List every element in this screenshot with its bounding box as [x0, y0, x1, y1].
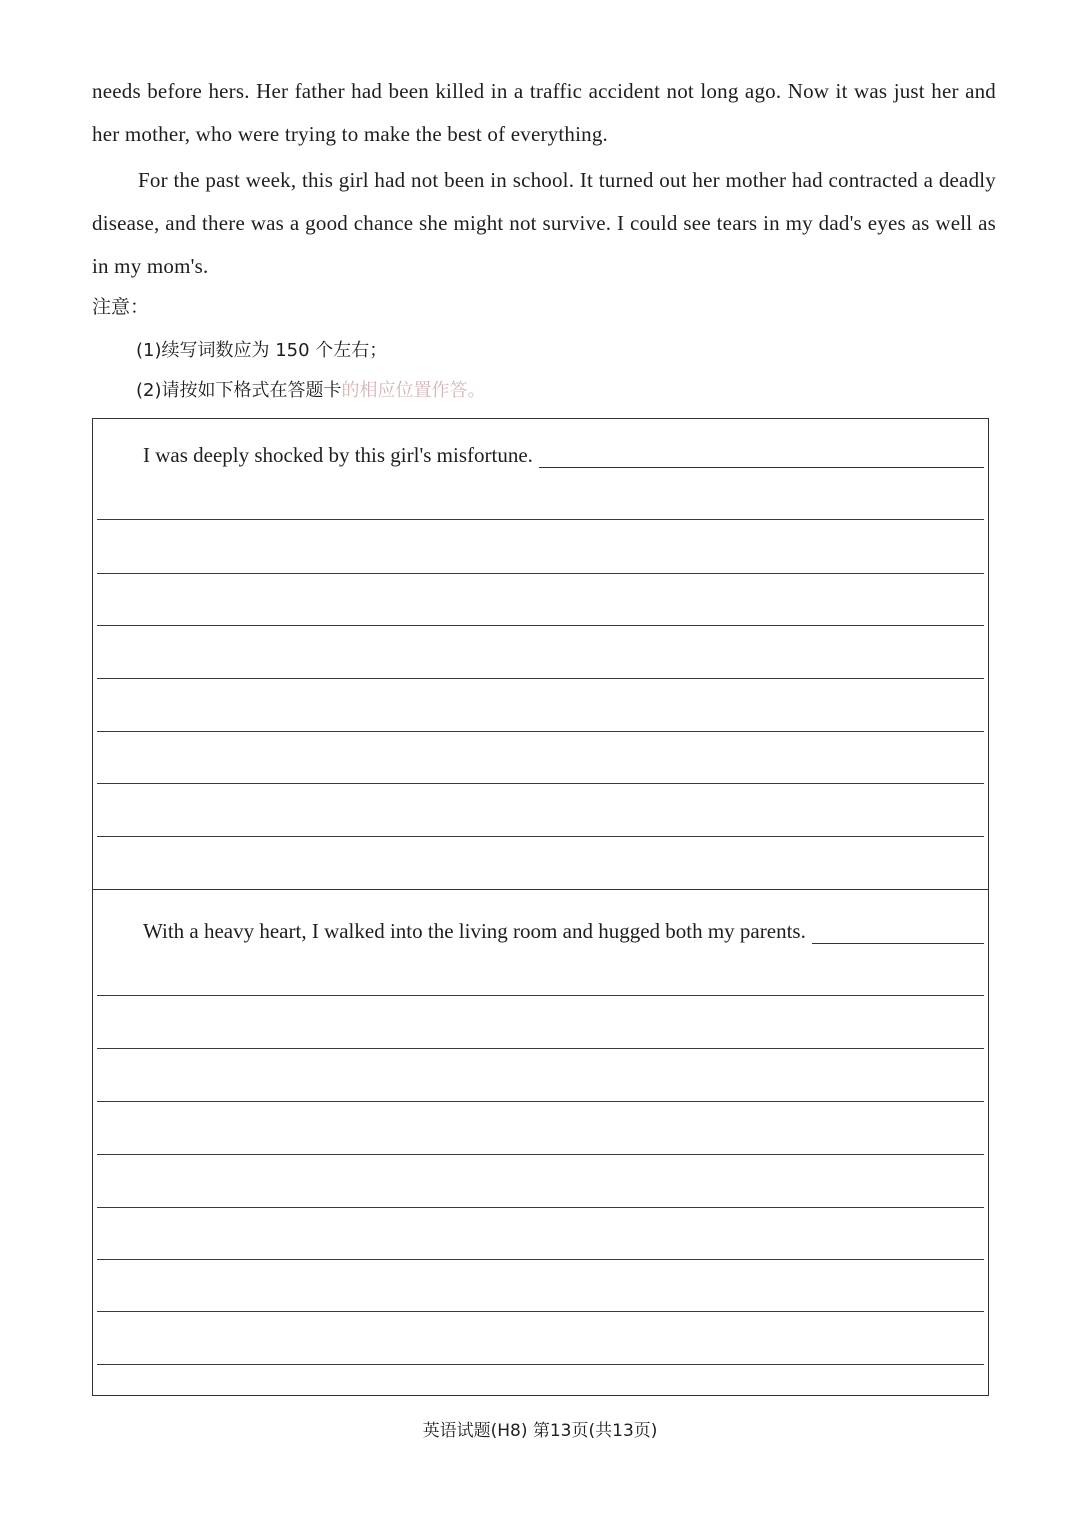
writing-line[interactable]: [97, 995, 984, 996]
note-item-format-faint: 的相应位置作答。: [341, 380, 486, 401]
writing-line[interactable]: [97, 731, 984, 732]
passage-paragraph-1: needs before hers. Her father had been killed in a traffic accident not long ago. Now it was just her and her mother, who were trying to make the best of everything.: [92, 79, 996, 146]
writing-line[interactable]: [97, 573, 984, 574]
writing-line[interactable]: [97, 1207, 984, 1208]
section-2-first-writing-blank[interactable]: [812, 925, 984, 944]
note-item-format-main: (2)请按如下格式在答题卡: [136, 380, 342, 401]
writing-line[interactable]: [97, 678, 984, 679]
writing-line[interactable]: [97, 1154, 984, 1155]
passage-paragraph-2: For the past week, this girl had not been in school. It turned out her mother had contracted a deadly disease, and there was a good chance she might not survive. I could see tears in my dad's eyes as well as in my mom's.: [92, 168, 996, 278]
writing-line[interactable]: [97, 519, 984, 520]
section-2-opening-sentence: With a heavy heart, I walked into the living room and hugged both my parents.: [143, 919, 806, 943]
notes-heading: 注意：: [92, 296, 150, 318]
section-1-first-writing-blank[interactable]: [539, 449, 984, 468]
writing-line[interactable]: [97, 1101, 984, 1102]
writing-line[interactable]: [97, 783, 984, 784]
section-divider: [93, 889, 988, 890]
writing-line[interactable]: [97, 1311, 984, 1312]
writing-line[interactable]: [97, 625, 984, 626]
writing-line[interactable]: [97, 1364, 984, 1365]
writing-line[interactable]: [97, 836, 984, 837]
section-1-prompt: [143, 443, 984, 468]
writing-line[interactable]: [97, 1048, 984, 1049]
note-item-word-count: (1)续写词数应为 150 个左右；: [136, 340, 388, 361]
answer-box: [92, 418, 989, 1396]
note-item-format: [136, 376, 486, 402]
section-1-opening-sentence: I was deeply shocked by this girl's misfortune.: [143, 443, 533, 467]
page-footer: 英语试题(H8) 第13页(共13页): [422, 1421, 658, 1441]
writing-line[interactable]: [97, 1259, 984, 1260]
section-2-prompt: [143, 919, 984, 944]
